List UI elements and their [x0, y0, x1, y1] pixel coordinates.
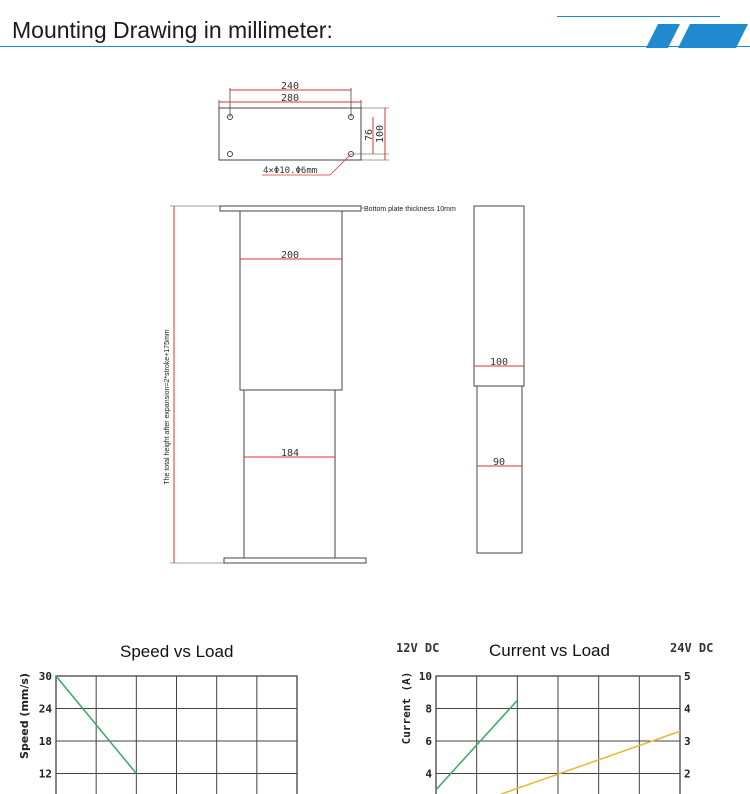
- side-collar: [474, 366, 524, 386]
- current-right-y-tick: 2: [684, 767, 691, 781]
- speed-y-axis-label: Speed (mm/s): [18, 673, 31, 759]
- front-top-plate: [220, 206, 361, 211]
- top-plate-outline: [219, 108, 361, 160]
- dim-280-label: 280: [280, 93, 300, 104]
- front-inner-tube: [244, 390, 335, 558]
- dim-front-200-label: 200: [280, 250, 300, 261]
- side-outer-tube: [474, 206, 524, 366]
- current-right-y-tick: 3: [684, 735, 691, 748]
- current-left-y-tick: 8: [425, 702, 432, 716]
- speed-y-tick: 30: [38, 670, 52, 683]
- holes-note: 4×Φ10.Φ6mm: [263, 166, 318, 176]
- section-title: Mounting Drawing in millimeter:: [12, 17, 333, 43]
- front-view: [164, 206, 456, 563]
- speed-y-tick: 24: [38, 702, 52, 716]
- side-view: [474, 206, 524, 553]
- current-left-y-tick: 6: [425, 735, 432, 748]
- dim-side-90-label: 90: [492, 457, 506, 468]
- side-inner-tube: [477, 386, 522, 553]
- dim-front-184-label: 184: [280, 448, 300, 459]
- dim-100-label: 100: [375, 124, 386, 144]
- current-right-y-tick: 4: [684, 702, 691, 716]
- speed-chart-title: Speed vs Load: [120, 642, 234, 661]
- dim-side-100-label: 100: [489, 357, 509, 368]
- current-left-y-tick: 4: [425, 767, 432, 781]
- speed-y-tick: 12: [38, 767, 52, 781]
- dim-76-label: 76: [364, 128, 375, 142]
- dim-240-label: 240: [280, 81, 300, 92]
- current-vs-load-chart: [390, 660, 730, 794]
- speed-vs-load-chart: [0, 660, 310, 794]
- front-bottom-base: [224, 558, 366, 563]
- mount-hole-icon: [228, 152, 233, 157]
- bottom-plate-note: Bottom plate thickness 10mm: [364, 206, 456, 213]
- total-height-note: The total height after expansion=2*stroke+175mm: [164, 329, 171, 485]
- front-outer-tube: [240, 211, 342, 390]
- current-chart-title: Current vs Load: [489, 641, 610, 660]
- top-view: [219, 81, 389, 176]
- right-voltage-label: 24V DC: [670, 641, 714, 655]
- current-left-y-tick: 10: [418, 670, 432, 683]
- current-y-axis-label: Current (A): [400, 671, 413, 745]
- speed-y-tick: 18: [38, 735, 52, 748]
- current-right-y-tick: 5: [684, 670, 691, 683]
- left-voltage-label: 12V DC: [396, 641, 440, 655]
